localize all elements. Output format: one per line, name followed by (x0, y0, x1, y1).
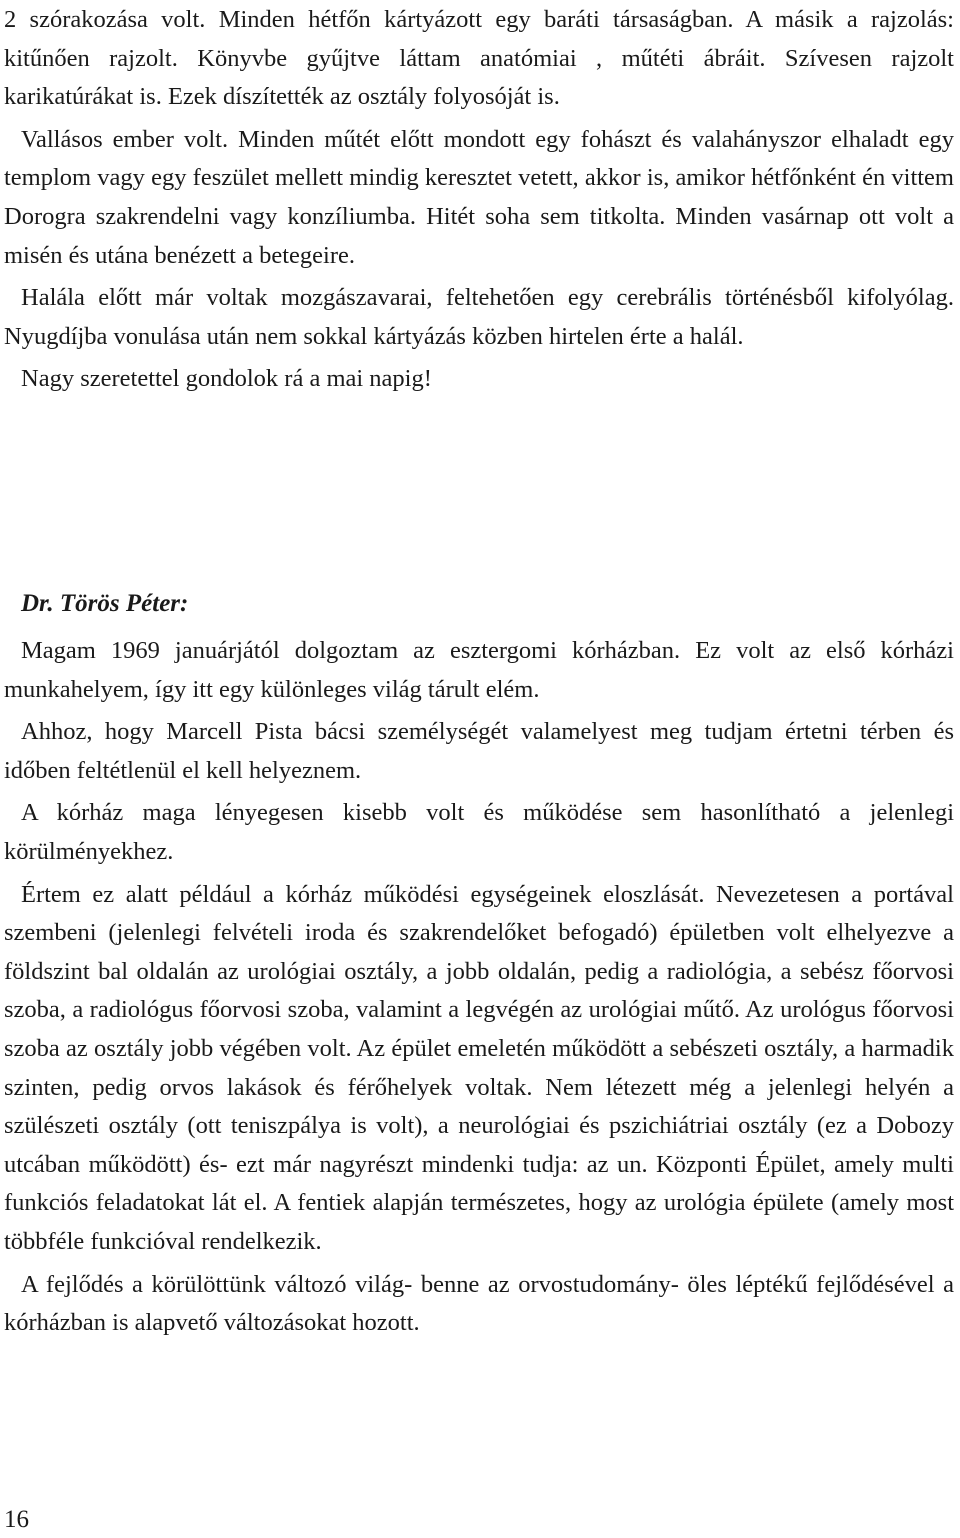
paragraph: Ahhoz, hogy Marcell Pista bácsi személységét valamelyest meg tudjam értetni térben és időben feltétlenül el kell helyeznem. (4, 718, 954, 784)
paragraph: Vallásos ember volt. Minden műtét előtt mondott egy fohászt és valahányszor elhaladt egy templom vagy egy feszület mellett mindig keresztet vetett, akkor is, amikor hétfőnként én vittem Dorogra szakrendelni vagy konzíliumba. Hitét soha sem titkolta. Minden vasárnap ott volt a misén és utána benézett a betegeire. (4, 125, 954, 269)
page-number: 16 (4, 1506, 29, 1533)
paragraph: A kórház maga lényegesen kisebb volt és működése sem hasonlítható a jelenlegi körülményekhez. (4, 799, 954, 865)
paragraph: A fejlődés a körülöttünk változó világ- benne az orvostudomány- öles léptékű fejlődésével a kórházban is alapvető változásokat hozott. (4, 1270, 954, 1337)
bottom-text-section (4, 632, 954, 1343)
paragraph: Nagy szeretettel gondolok rá a mai napig! (21, 365, 432, 393)
paragraph: Halála előtt már voltak mozgászavarai, feltehetően egy cerebrális történésből kifolyólag. Nyugdíjba vonulása után nem sokkal kártyázás közben hirtelen érte a halál. (4, 284, 954, 350)
author-heading: Dr. Törös Péter: (21, 590, 189, 617)
paragraph: Értem ez alatt például a kórház működési egységeinek eloszlását. Nevezetesen a portával szembeni (jelenlegi felvételi iroda és szakrendelőket befogadó) épületben volt elhelyezve a földszint bal oldalán az urológiai osztály, a jobb oldalán, pedig a radiológia, a sebész főorvosi szoba, a radiológus főorvosi szoba, valamint a legvégén az urológiai műtő. Az urológus főorvosi szoba az osztály jobb végében volt. Az épület emeletén működött a sebészeti osztály, a harmadik szinten, pedig orvos lakások és férőhelyek voltak. Nem létezett még a jelenlegi helyén a szülészeti osztály (ott teniszpálya is volt), a neurológiai és pszichiátriai osztály (ez a Dobozy utcában működött) és- ezt már nagyrészt mindenki tudja: az un. Központi Épület, amely multi funkciós feladatokat lát el. A fentiek alapján természetes, hogy az urológia épülete (amely most többféle funkcióval rendelkezik. (4, 880, 954, 1255)
paragraph: Magam 1969 januárjától dolgoztam az esztergomi kórházban. Ez volt az első kórházi munkahelyem, így itt egy különleges világ tárult elém. (4, 637, 954, 703)
top-text-section (4, 1, 954, 399)
paragraph: 2 szórakozása volt. Minden hétfőn kártyázott egy baráti társaságban. A másik a rajzolás: kitűnően rajzolt. Könyvbe gyűjtve láttam anatómiai , műtéti ábráit. Szívesen rajzolt karikatúrákat is. Ezek díszítették az osztály folyosóját is. (4, 6, 954, 111)
